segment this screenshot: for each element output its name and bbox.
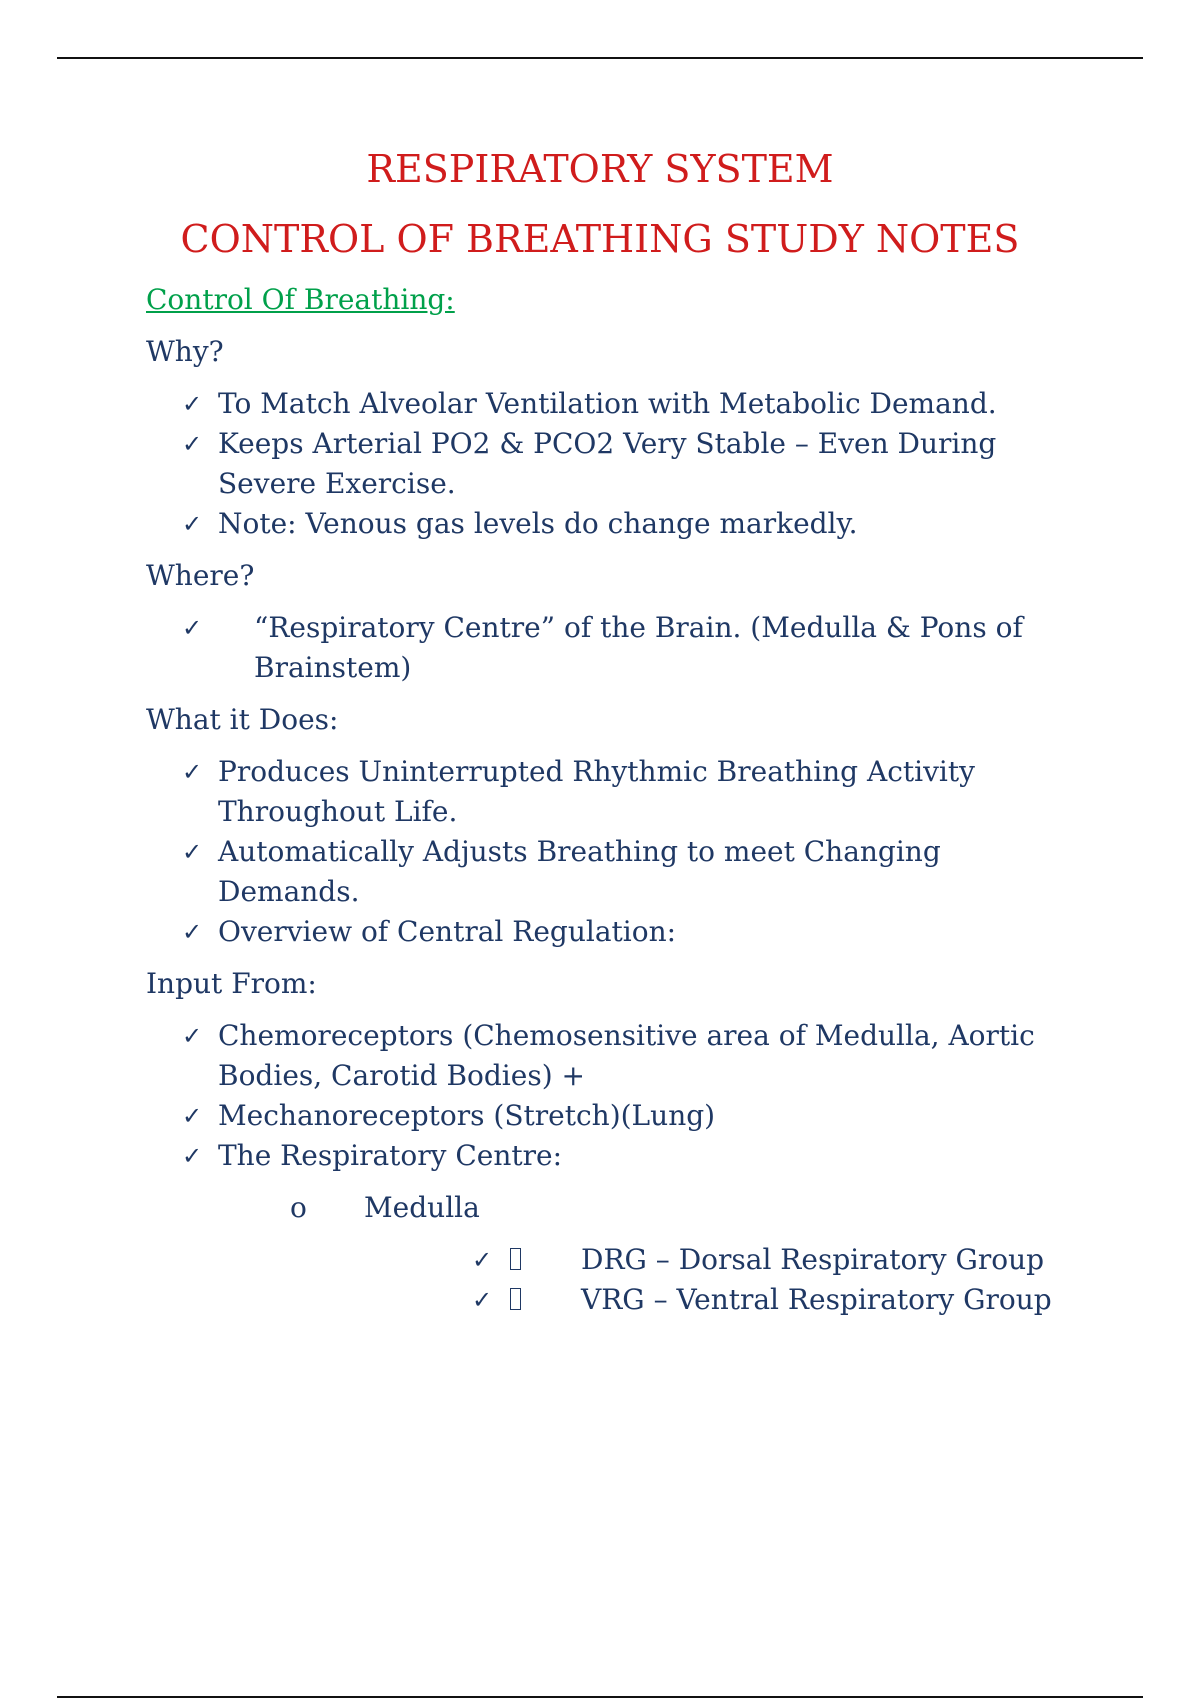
bottom-rule	[57, 1696, 1143, 1698]
group-item-text: VRG – Ventral Respiratory Group	[581, 1283, 1052, 1316]
list-item	[146, 1136, 1086, 1176]
list-item	[146, 832, 1086, 912]
placeholder-box-icon	[510, 1248, 521, 1270]
check-icon: ✓	[182, 510, 203, 538]
notes-body	[146, 280, 1086, 1320]
list-item	[146, 608, 1086, 688]
check-icon: ✓	[472, 1246, 493, 1274]
list-item-text: Produces Uninterrupted Rhythmic Breathing Activity Throughout Life.	[218, 755, 975, 828]
group-item-drg	[146, 1240, 1086, 1280]
group-item-text: DRG – Dorsal Respiratory Group	[581, 1243, 1045, 1276]
list-item-text: Mechanoreceptors (Stretch)(Lung)	[218, 1099, 716, 1132]
list-item-text: “Respiratory Centre” of the Brain. (Medulla & Pons of Brainstem)	[254, 611, 1023, 684]
group-item-vrg	[146, 1280, 1086, 1320]
list-item-text: Keeps Arterial PO2 & PCO2 Very Stable – Even During Severe Exercise.	[218, 427, 997, 500]
medulla-item	[146, 1188, 1086, 1228]
medulla-label: Medulla	[364, 1191, 480, 1224]
what-heading: What it Does:	[146, 703, 339, 736]
control-of-breathing-link[interactable]: Control Of Breathing:	[146, 283, 455, 316]
where-list	[146, 608, 1086, 688]
doc-title: RESPIRATORY SYSTEM	[366, 147, 834, 191]
top-rule	[57, 57, 1143, 59]
list-item-text: The Respiratory Centre:	[218, 1139, 563, 1172]
check-icon: ✓	[182, 838, 203, 866]
list-item	[146, 752, 1086, 832]
input-heading: Input From:	[146, 967, 317, 1000]
check-icon: ✓	[182, 1102, 203, 1130]
list-item-text: Note: Venous gas levels do change markedly.	[218, 507, 858, 540]
list-item-text: Overview of Central Regulation:	[218, 915, 677, 948]
doc-subtitle: CONTROL OF BREATHING STUDY NOTES	[180, 217, 1020, 261]
why-list	[146, 384, 1086, 544]
input-list	[146, 1016, 1086, 1176]
why-heading: Why?	[146, 335, 224, 368]
check-icon: ✓	[182, 390, 203, 418]
check-icon: ✓	[182, 918, 203, 946]
placeholder-box-icon	[510, 1288, 521, 1310]
check-icon: ✓	[182, 1142, 203, 1170]
list-item	[146, 912, 1086, 952]
list-item	[146, 504, 1086, 544]
list-item	[146, 384, 1086, 424]
check-icon: ✓	[472, 1286, 493, 1314]
list-item	[146, 1096, 1086, 1136]
check-icon: ✓	[182, 758, 203, 786]
check-icon: ✓	[182, 430, 203, 458]
list-item-text: Chemoreceptors (Chemosensitive area of Medulla, Aortic Bodies, Carotid Bodies) +	[218, 1019, 1035, 1092]
check-icon: ✓	[182, 614, 203, 642]
check-icon: ✓	[182, 1022, 203, 1050]
list-item-text: Automatically Adjusts Breathing to meet Changing Demands.	[218, 835, 941, 908]
list-item	[146, 1016, 1086, 1096]
what-list	[146, 752, 1086, 952]
list-item-text: To Match Alveolar Ventilation with Metabolic Demand.	[218, 387, 997, 420]
where-heading: Where?	[146, 559, 255, 592]
list-item	[146, 424, 1086, 504]
circle-bullet: o	[290, 1191, 307, 1224]
